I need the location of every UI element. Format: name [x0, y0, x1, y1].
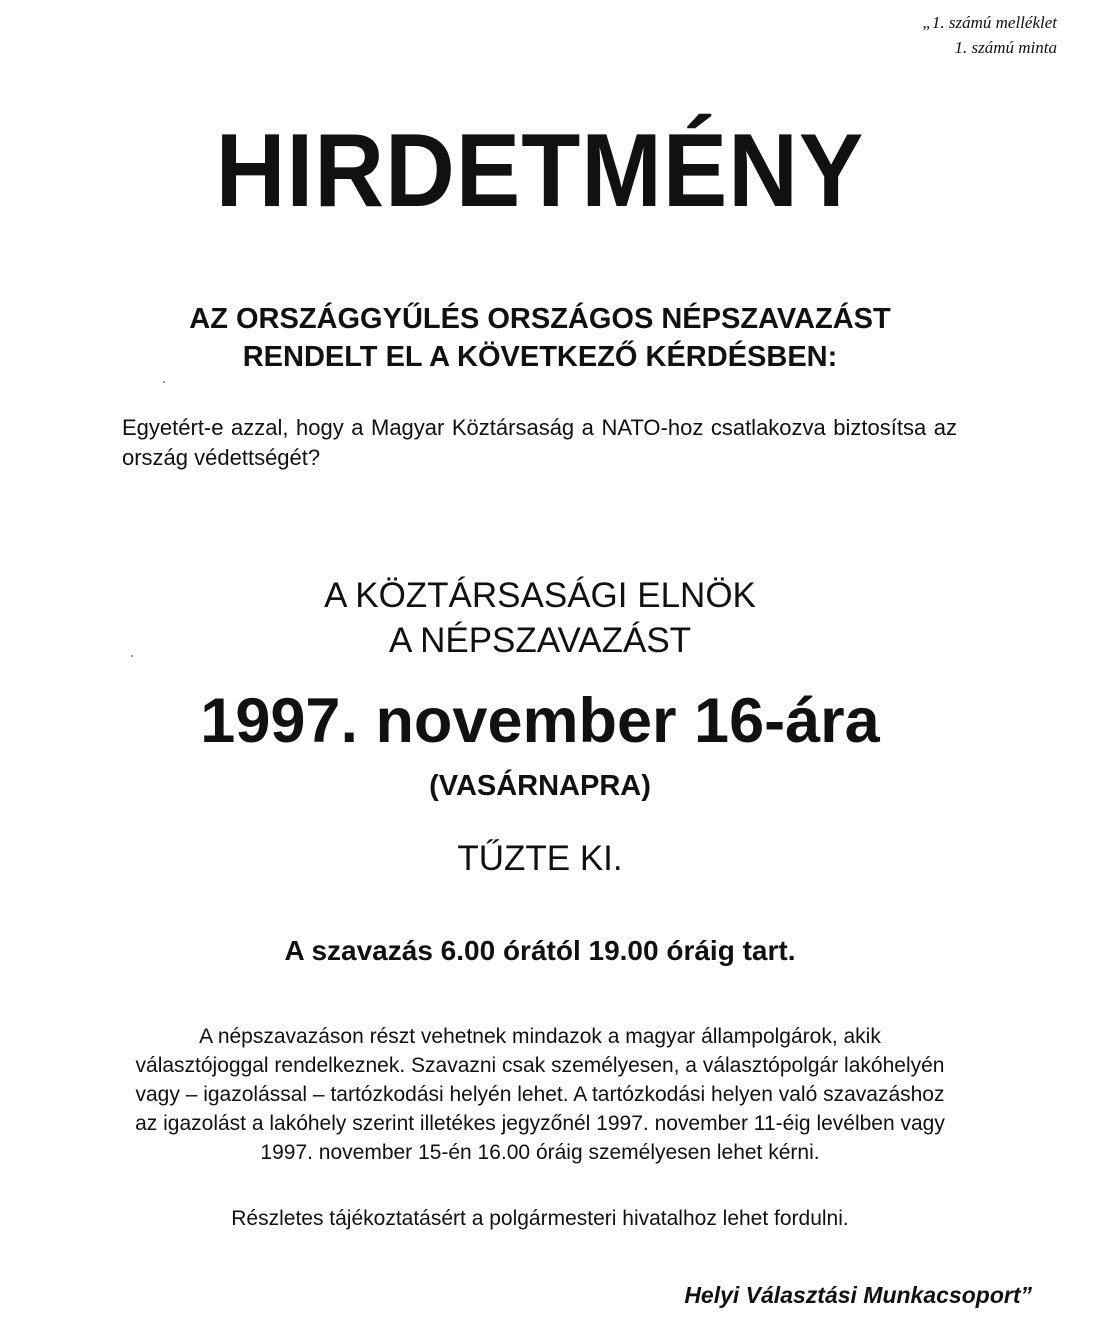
voting-hours: A szavazás 6.00 órától 19.00 óráig tart.: [284, 935, 796, 966]
president-line-2: A NÉPSZAVAZÁST: [388, 621, 692, 660]
heading-line-2: RENDELT EL A KÖVETKEZŐ KÉRDÉSBEN:: [242, 341, 838, 373]
paragraph-line: A népszavazáson részt vehetnek mindazok a magyar állampolgárok, akik: [199, 1025, 881, 1048]
referendum-question: Egyetért-e azzal, hogy a Magyar Köztársaság a NATO-hoz csatlakozva biztosítsa az ország védettségét?: [122, 415, 957, 470]
sample-label: 1. számú minta: [954, 38, 1057, 57]
referendum-date: 1997. november 16-ára: [200, 686, 880, 756]
president-line-1: A KÖZTÁRSASÁGI ELNÖK: [324, 576, 756, 615]
annex-label: „1. számú melléklet: [922, 13, 1057, 32]
paragraph-line: az igazolást a lakóhely szerint illetékes jegyzőnél 1997. november 11-éig levélben vagy: [135, 1112, 945, 1135]
scan-speck: [163, 381, 165, 383]
declared-text: TŰZTE KI.: [457, 839, 623, 878]
paragraph-line: vagy – igazolással – tartózkodási helyén lehet. A tartózkodási helyen való szavazáshoz: [135, 1083, 945, 1106]
heading-line-1: AZ ORSZÁGGYŰLÉS ORSZÁGOS NÉPSZAVAZÁST: [189, 303, 891, 335]
info-text: Részletes tájékoztatásért a polgármesteri hivatalhoz lehet fordulni.: [231, 1207, 849, 1230]
referendum-weekday: (VASÁRNAPRA): [429, 770, 651, 802]
eligibility-paragraph: [0, 1022, 1080, 1167]
paragraph-line: választójoggal rendelkeznek. Szavazni csak személyesen, a választópolgár lakóhelyén: [135, 1054, 945, 1077]
signature: Helyi Választási Munkacsoport”: [684, 1282, 1032, 1308]
paragraph-line: 1997. november 15-én 16.00 óráig személyesen lehet kérni.: [260, 1141, 820, 1164]
scan-speck: [131, 655, 133, 657]
document-title: HIRDETMÉNY: [215, 113, 865, 229]
